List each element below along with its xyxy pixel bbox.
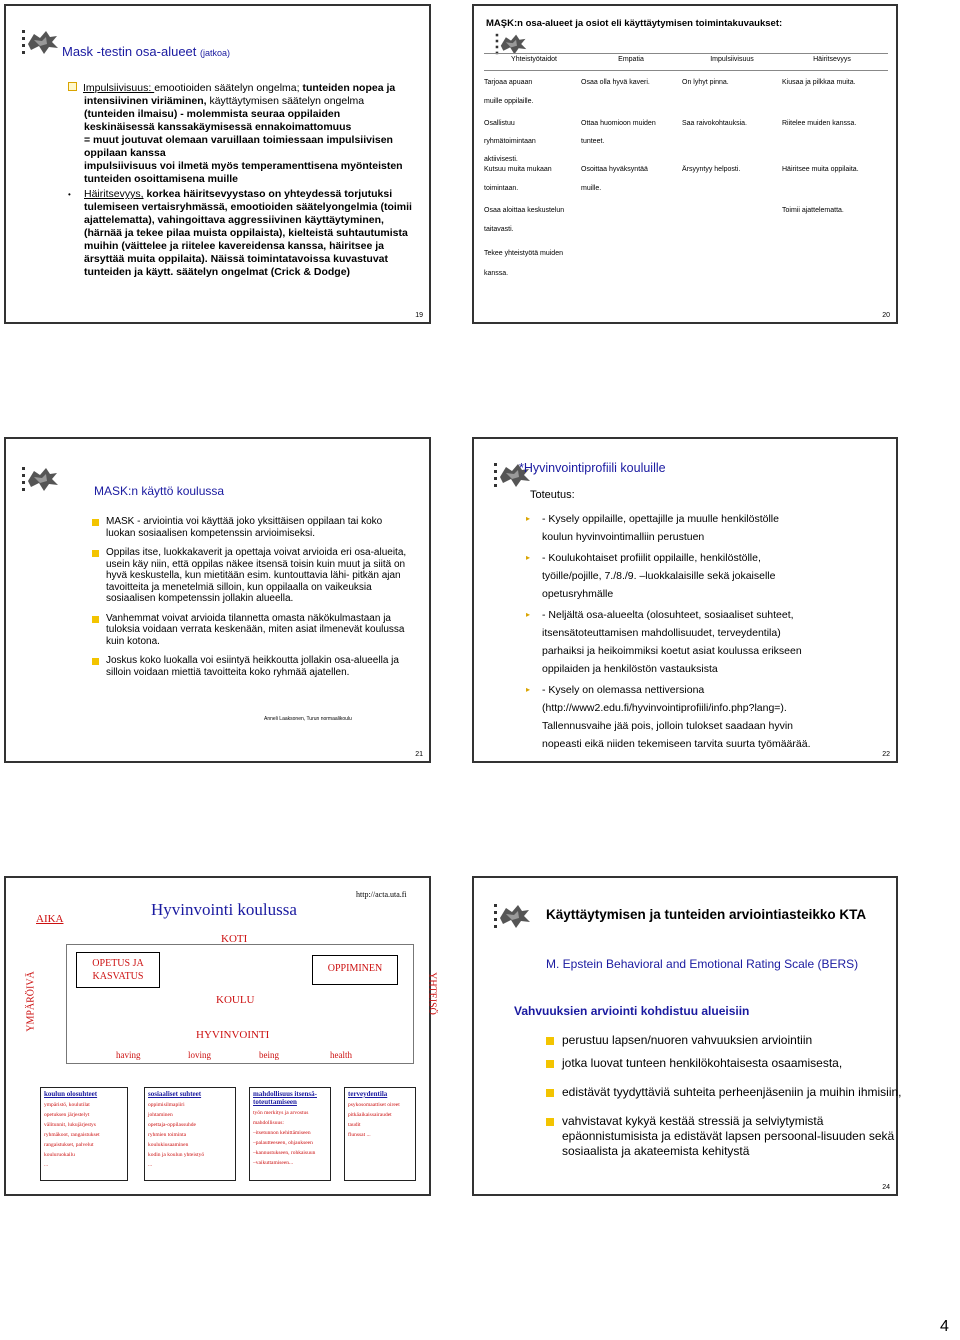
list-item [526, 606, 886, 678]
health-label: health [330, 1050, 352, 1060]
university-logo-icon [20, 28, 60, 56]
bullet-arrow-icon: ▸ [526, 514, 531, 523]
slide-21 [4, 437, 431, 763]
list-item-text: vahvistavat kykyä kestää stressiä ja selviytymistä epäonnistumisista ja edistävät lapsen persoonal-lisuuden sekä sosiaalista ja akateemista kehitystä [562, 1114, 895, 1158]
box-item: johtaminen [148, 1112, 173, 1118]
bullet-impulsiivisuus: Impulsiivisuus: emootioiden säätelyn ongelma; tunteiden nopea ja intensiivinen viriäminen, käyttäytymisen säätelyn ongelma (tunteiden ilmaisu) - molemmista seuraa oppilaiden keskinäisessä kanssakäymisessä ennakoimattomuus = muut joutuvat olemaan varuillaan toimiessaan impulsiivisen oppilaan kanssa impulsiivisuus voi ilmetä myös temperamenttisena myönteisten tunteiden osoittamisena muille [68, 82, 413, 186]
box-item: välitunnit, lukujärjestys [44, 1122, 96, 1128]
list-item-line: - Neljältä osa-alueelta (olosuhteet, sosiaaliset suhteet, [542, 609, 794, 621]
bullet-hairitsevyys: • Häiritsevyys, korkea häiritsevyystaso on yhteydessä torjutuksi tulemiseen vertaisryhmässä, emootioiden säätelyongelmia (toimii ajattelematta), vahingoittava aggressiivinen käyttäytyminen, (härnää ja tekee pilaa muista oppilaista), kielteistä suhtautumista muihin (väittelee ja riitelee kavereidensa kanssa, häiritsee ja ärsyttää muita oppilaita). Näissä toimintatavoissa kuvastuvat tunteiden ja käytt. säätelyn ongelmat (Crick & Dodge) [68, 188, 412, 278]
page-number: 21 [415, 751, 423, 758]
list-item [92, 516, 412, 539]
slide-title: *Hyvinvointiprofiili kouluille [519, 461, 666, 475]
list-item-text: MASK - arviointia voi käyttää joko yksittäisen oppilaan tai koko luokan sosiaalisen kompetenssin arvioimiseksi. [106, 516, 383, 539]
table-cell: Häiritsee muita oppilaita. [782, 166, 859, 173]
box-item: ryhmäkoot, rangaistukset [44, 1132, 100, 1138]
table-cell: muille oppilaille. [484, 98, 534, 105]
opetus-box: OPETUS JA KASVATUS [76, 952, 160, 988]
page-number: 24 [882, 1184, 890, 1191]
box-item: ... [148, 1162, 153, 1168]
box-item: koulukiusaaminen [148, 1142, 189, 1148]
box-item: opettaja-oppilassuhde [148, 1122, 196, 1128]
slide-body [544, 1033, 904, 1159]
wellbeing-box [40, 1087, 128, 1181]
bullet-square-icon [546, 1089, 554, 1097]
list-item [92, 547, 412, 605]
box-item: mahdollisuus: [253, 1120, 284, 1126]
bullet-dot-icon: • [68, 190, 71, 199]
bullet-arrow-icon: ▸ [526, 553, 531, 562]
bullet-arrow-icon: ▸ [526, 610, 531, 619]
box-item: ympäristö, koulutilat [44, 1102, 90, 1108]
table-cell: muille. [581, 185, 602, 192]
wellbeing-box [249, 1087, 331, 1181]
table-cell: Osaa olla hyvä kaveri. [581, 79, 650, 86]
list-item-text: Vanhemmat voivat arvioida tilannetta omasta näkökulmastaan ja tuloksia voidaan verrata keskenään, miten asiat ilmenevät koulussa kuin kotona. [106, 612, 405, 647]
box-item: –vaikuttamiseen... [253, 1160, 294, 1166]
slide-subtitle: M. Epstein Behavioral and Emotional Rating Scale (BERS) [546, 957, 859, 971]
list-item-line: itsensätoteuttamisen mahdollisuudet, terveydentila) [542, 627, 781, 639]
bullet-square-icon [92, 519, 99, 526]
koulu-label: KOULU [216, 994, 255, 1006]
loving-label: loving [188, 1050, 212, 1060]
box-title: sosiaaliset suhteet [148, 1090, 202, 1098]
bullet-square-icon [546, 1037, 554, 1045]
slide-20 [472, 4, 898, 324]
slide-subtitle: Toteutus: [530, 489, 575, 501]
wellbeing-box [144, 1087, 236, 1181]
university-logo-icon [20, 465, 60, 493]
list-item-line: oppilaiden ja henkilöstön vastauksista [542, 663, 718, 675]
box-item: pitkäaikaissairaudet [348, 1112, 392, 1118]
table-cell: Ärsyyntyy helposti. [682, 166, 741, 173]
oppiminen-box: OPPIMINEN [312, 955, 398, 985]
table-cell: Kiusaa ja pilkkaa muita. [782, 79, 856, 86]
list-item-line: työille/pojille, 7./8./9. –luokkalaisille sekä jokaiselle [542, 570, 776, 582]
list-item-line: nopeasti eikä niiden tekemiseen tarvita suurta työmäärää. [542, 738, 811, 750]
list-item-line: Tallennusvaihe jää pois, jolloin tulokset saadaan hyvin [542, 720, 793, 732]
slide-body [526, 510, 886, 756]
table-cell: aktiivisesti. [484, 156, 518, 163]
page-number: 19 [415, 312, 423, 319]
yhteiso-label: YHTEISÖ [426, 972, 438, 1015]
box-item: rangaistukset, palvelut [44, 1142, 94, 1148]
slide-body [92, 516, 412, 686]
box-title: terveydentila [348, 1090, 388, 1098]
section-heading: Vahvuuksien arviointi kohdistuu alueisiin [514, 1004, 750, 1018]
list-item [526, 681, 886, 753]
table-cell: On lyhyt pinna. [682, 79, 729, 86]
box-item: kouluruokailu [44, 1152, 75, 1158]
table-cell: ryhmätoimintaan [484, 138, 536, 145]
table-header-cell: Empatia [618, 56, 644, 63]
table-cell: Tekee yhteistyötä muiden [484, 250, 563, 257]
slide-23 [4, 876, 438, 1196]
hyvinvointi-label: HYVINVOINTI [196, 1029, 270, 1041]
slide-title: MAŞK:n osa-alueet ja osiot eli käyttäytymisen toimintakuvaukset: [486, 18, 783, 29]
footnote: Anneli Laaksonen, Turun normaalikoulu [264, 716, 352, 722]
box-item: ... [44, 1162, 49, 1168]
list-item-text: Oppilas itse, luokkakaverit ja opettaja voivat arvioida eri osa-alueita, usein käy niin, että oppilas näkee itsensä toisin kuin muut ja siitä on hyvä keskustella, kun mietitään esim. kuntouttavia lähi- pitkän ajan tavoitteita ja menetelmiä silloin, kun oppilaalla on vaikeuksia sosiaalisen kompetenssin jollakin alueella. [106, 547, 407, 604]
list-item-text: jotka luovat tunteen henkilökohtaisesta osaamisesta, [562, 1056, 843, 1070]
list-item-line: - Koulukohtaiset profiilit oppilaille, henkilöstölle, [542, 552, 761, 564]
box-item: –kannustukseen, rohkaisuun [253, 1150, 316, 1156]
slide-body [68, 82, 413, 279]
list-item-line: parhaiksi ja heikoimmiksi koetut asiat koulussa erikseen [542, 645, 802, 657]
box-item: psykosomaattiset oireet [348, 1102, 400, 1108]
table-cell: Osallistuu [484, 120, 515, 127]
table-cell: Osaa aloittaa keskustelun [484, 207, 565, 214]
list-item [544, 1085, 904, 1100]
list-item [544, 1114, 904, 1159]
list-item [526, 510, 886, 546]
list-item-text: edistävät tyydyttäviä suhteita perheenjäseniin ja muihin ihmisiin, [562, 1085, 902, 1099]
bullet-square-icon [92, 550, 99, 557]
box-item: –palautteeseen, ohjaukseen [253, 1140, 313, 1146]
list-item [92, 655, 412, 678]
list-item-line: koulun hyvinvointimalliin perustuen [542, 531, 705, 543]
url-text: http://acta.uta.fi [356, 890, 407, 899]
box-item: –itsetunnon kehittämiseen [253, 1130, 311, 1136]
page-number: 20 [882, 312, 890, 319]
table-header-cell: Häiritsevyys [813, 56, 851, 63]
box-title: mahdollisuus itsensä-toteuttamiseen [253, 1090, 317, 1106]
page-number: 22 [882, 751, 890, 758]
bullet-square-icon [68, 82, 77, 91]
box-title: koulun olosuhteet [44, 1090, 98, 1098]
ymparoiva-label: YMPÄRÖIVÄ [25, 971, 37, 1032]
box-item: työn merkitys ja arvostus [253, 1110, 309, 1116]
being-label: being [259, 1050, 279, 1060]
table-cell: Ottaa huomioon muiden [581, 120, 656, 127]
slide-title: MASK:n käyttö koulussa [94, 484, 225, 498]
bullet-square-icon [546, 1060, 554, 1068]
slide-19 [4, 4, 431, 324]
slide-title: Käyttäytymisen ja tunteiden arviointiasteikko KTA [546, 907, 867, 922]
table-cell: Kutsuu muita mukaan [484, 166, 552, 173]
box-item: taudit [348, 1122, 361, 1128]
list-item-line: - Kysely on olemassa nettiversiona [542, 684, 705, 696]
aika-label: AIKA [36, 913, 64, 925]
bullet-square-icon [92, 616, 99, 623]
table-cell: Toimii ajattelematta. [782, 207, 844, 214]
box-item: kodin ja koulun yhteistyö [148, 1152, 205, 1158]
list-item-line: - Kysely oppilaille, opettajille ja muulle henkilöstölle [542, 513, 779, 525]
bullet-square-icon [92, 658, 99, 665]
koti-label: KOTI [221, 933, 248, 945]
box-item: flunssat ... [348, 1132, 371, 1138]
box-item: ryhmien toiminta [148, 1132, 187, 1138]
table-cell: taitavasti. [484, 226, 514, 233]
table-cell: toimintaan. [484, 185, 519, 192]
table-cell: Tarjoaa apuaan [484, 79, 533, 86]
slide-24 [472, 876, 902, 1196]
table-cell: Saa raivokohtauksia. [682, 120, 747, 127]
wellbeing-box [344, 1087, 416, 1181]
list-item [526, 549, 886, 603]
slide-22 [472, 437, 898, 763]
table-header-cell: Yhteistyötaidot [511, 56, 557, 63]
table-cell: Osoittaa hyväksyntää [581, 166, 648, 173]
list-item [92, 613, 412, 648]
list-item-line: (http://www2.edu.fi/hyvinvointiprofiili/info.php?lang=). [542, 702, 787, 714]
slide-title: Mask -testin osa-alueet (jatkoa) [62, 44, 231, 59]
table-header-cell: Impulsiivisuus [710, 56, 754, 63]
slide-title: Hyvinvointi koulussa [151, 900, 297, 919]
table-cell: Riitelee muiden kanssa. [782, 120, 857, 127]
box-item: opetuksen järjestelyt [44, 1112, 90, 1118]
list-item-line: opetusryhmälle [542, 588, 614, 600]
bullet-arrow-icon: ▸ [526, 685, 531, 694]
bullet-square-icon [546, 1118, 554, 1126]
university-logo-icon [492, 902, 532, 930]
list-item-text: Joskus koko luokalla voi esiintyä heikkoutta jollakin osa-alueella ja silloin voidaan miettiä tavoitteita koko ryhmää ajatellen. [106, 655, 399, 678]
list-item [544, 1033, 904, 1048]
sheet-number: 4 [940, 1318, 949, 1335]
list-item-text: perustuu lapsen/nuoren vahvuuksien arviointiin [562, 1033, 813, 1047]
having-label: having [116, 1050, 141, 1060]
table-cell: tunteet. [581, 138, 605, 145]
table-cell: kanssa. [484, 270, 509, 277]
box-item: oppimisilmapiiri [148, 1102, 185, 1108]
list-item [544, 1056, 904, 1071]
